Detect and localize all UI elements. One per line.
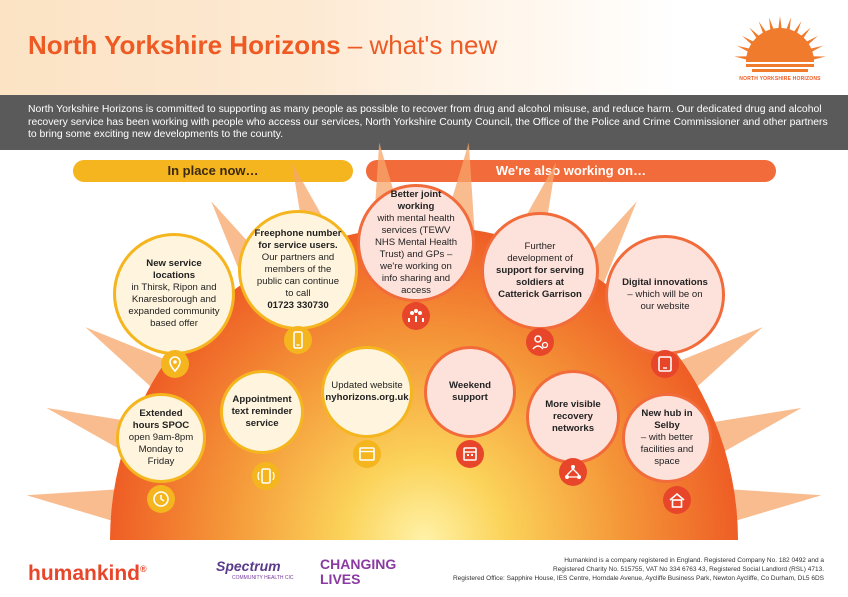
spectrum-subtitle: COMMUNITY HEALTH CIC: [232, 575, 294, 581]
calendar-icon: [456, 440, 484, 468]
mobile-phone-icon: [284, 326, 312, 354]
bubble-extended-hours-spoc: Extended hours SPOC open 9am-8pm Monday to Friday: [116, 393, 206, 483]
bubble-weekend-support: Weekend support: [424, 346, 516, 438]
bubble-new-hub-selby: New hub in Selby – with better facilities and space: [622, 393, 712, 483]
website-icon: [353, 440, 381, 468]
spectrum-logo: Spectrum: [216, 558, 281, 574]
home-icon: [663, 486, 691, 514]
location-pin-icon: [161, 350, 189, 378]
bubble-freephone-number: Freephone number for service users. Our partners and members of the public can continue to call 01723 330730: [238, 210, 358, 330]
in-place-now-heading: In place now…: [73, 160, 353, 182]
changing-lives-logo: CHANGING LIVES: [320, 556, 397, 587]
working-on-heading: We're also working on…: [366, 160, 776, 182]
humankind-logo: humankind®: [28, 562, 147, 585]
clock-icon: [147, 485, 175, 513]
bubble-new-service-locations: New service locations in Thirsk, Ripon and Knaresborough and expanded community based offer: [113, 233, 235, 355]
bubble-better-joint-working: Better joint working with mental health services (TEWV NHS Mental Health Trust) and GPs – we're working on info sharing and access: [357, 184, 475, 302]
phone-reminder-icon: [252, 462, 280, 490]
bubble-updated-website: Updated website nyhorizons.org.uk: [321, 346, 413, 438]
bubble-support-serving-soldiers: Further development of support for serving soldiers at Catterick Garrison: [481, 212, 599, 330]
bubble-appointment-reminder: Appointment text reminder service: [220, 370, 304, 454]
network-icon: [559, 458, 587, 486]
tablet-icon: [651, 350, 679, 378]
bubble-digital-innovations: Digital innovations – which will be on our website: [605, 235, 725, 355]
logo-wordmark: NORTH YORKSHIRE HORIZONS: [739, 76, 821, 82]
soldier-support-icon: [526, 328, 554, 356]
people-icon: [402, 302, 430, 330]
page-title: North Yorkshire Horizons – what's new: [28, 30, 498, 60]
intro-text: North Yorkshire Horizons is committed to supporting as many people as possible to recover from drug and alcohol misuse, and reduce harm. Our dedicated drug and alcohol recovery service has been working with people who access our services, North Yorkshire County Council, the Office of the Police and Crime Commissioner and other partners to bring some exciting new developments to the county.: [28, 104, 828, 141]
legal-notice: Humankind is a company registered in England. Registered Company No. 182 0492 and a Registered Charity No. 515755, VAT No 334 6763 43, Registered Social Landlord (RSL) 4713. Registered Office: Sapphire House, IES Centre, Horndale Avenue, Aycliffe Business Park, Newton Aycliffe, Co Durham, DL5 6DS: [452, 557, 824, 582]
bubble-recovery-networks: More visible recovery networks: [526, 370, 620, 464]
